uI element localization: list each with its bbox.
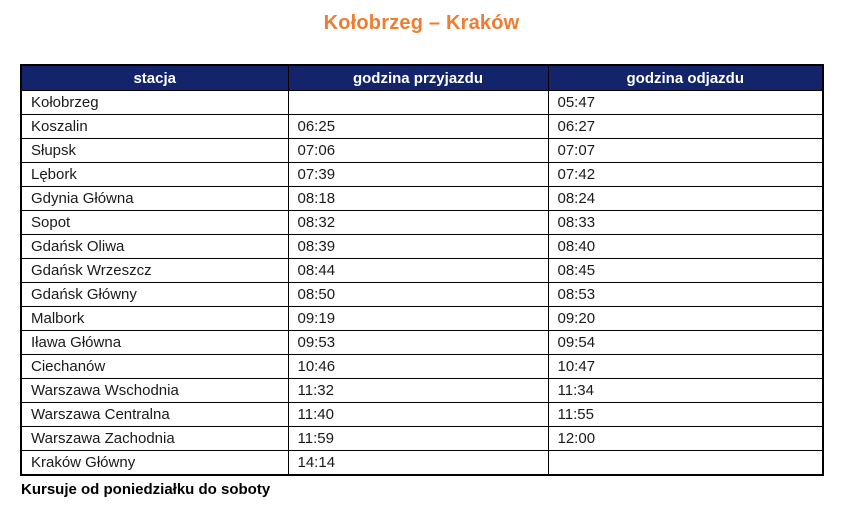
station-cell: Ciechanów xyxy=(21,355,288,379)
station-cell: Koszalin xyxy=(21,115,288,139)
departure-cell: 11:34 xyxy=(548,379,823,403)
station-cell: Warszawa Zachodnia xyxy=(21,427,288,451)
table-row xyxy=(21,91,823,115)
arrival-cell: 08:50 xyxy=(288,283,548,307)
departure-cell: 11:55 xyxy=(548,403,823,427)
station-cell: Sopot xyxy=(21,211,288,235)
departure-cell: 06:27 xyxy=(548,115,823,139)
departure-cell: 08:45 xyxy=(548,259,823,283)
table-row xyxy=(21,331,823,355)
table-row xyxy=(21,163,823,187)
arrival-cell: 11:59 xyxy=(288,427,548,451)
departure-cell: 08:53 xyxy=(548,283,823,307)
arrival-cell: 08:44 xyxy=(288,259,548,283)
station-cell: Gdańsk Oliwa xyxy=(21,235,288,259)
arrival-cell: 06:25 xyxy=(288,115,548,139)
table-row xyxy=(21,139,823,163)
table-row xyxy=(21,115,823,139)
table-row xyxy=(21,211,823,235)
station-cell: Warszawa Centralna xyxy=(21,403,288,427)
arrival-cell: 11:32 xyxy=(288,379,548,403)
arrival-cell: 10:46 xyxy=(288,355,548,379)
table-row xyxy=(21,235,823,259)
page-title: Kołobrzeg – Kraków xyxy=(323,12,520,34)
departure-cell: 07:07 xyxy=(548,139,823,163)
header-row xyxy=(21,65,823,91)
table-row xyxy=(21,307,823,331)
departure-cell: 08:24 xyxy=(548,187,823,211)
table-row xyxy=(21,187,823,211)
arrival-cell: 08:18 xyxy=(288,187,548,211)
station-cell: Kraków Główny xyxy=(21,451,288,476)
timetable-body xyxy=(21,91,823,476)
departure-cell xyxy=(548,451,823,476)
timetable-header xyxy=(21,65,823,91)
arrival-cell: 11:40 xyxy=(288,403,548,427)
station-cell: Gdynia Główna xyxy=(21,187,288,211)
arrival-cell xyxy=(288,91,548,115)
station-cell: Gdańsk Wrzeszcz xyxy=(21,259,288,283)
station-cell: Iława Główna xyxy=(21,331,288,355)
table-row xyxy=(21,403,823,427)
table-row xyxy=(21,259,823,283)
arrival-cell: 07:06 xyxy=(288,139,548,163)
table-row xyxy=(21,427,823,451)
departure-cell: 09:54 xyxy=(548,331,823,355)
station-cell: Kołobrzeg xyxy=(21,91,288,115)
departure-cell: 08:40 xyxy=(548,235,823,259)
departure-cell: 07:42 xyxy=(548,163,823,187)
station-cell: Słupsk xyxy=(21,139,288,163)
station-cell: Lębork xyxy=(21,163,288,187)
departure-cell: 08:33 xyxy=(548,211,823,235)
table-row xyxy=(21,355,823,379)
header-arrival: godzina przyjazdu xyxy=(288,65,548,91)
departure-cell: 12:00 xyxy=(548,427,823,451)
header-station: stacja xyxy=(21,65,288,91)
arrival-cell: 09:53 xyxy=(288,331,548,355)
arrival-cell: 09:19 xyxy=(288,307,548,331)
departure-cell: 09:20 xyxy=(548,307,823,331)
table-row xyxy=(21,451,823,476)
station-cell: Malbork xyxy=(21,307,288,331)
arrival-cell: 07:39 xyxy=(288,163,548,187)
timetable-table xyxy=(20,64,824,476)
arrival-cell: 08:32 xyxy=(288,211,548,235)
departure-cell: 05:47 xyxy=(548,91,823,115)
header-departure: godzina odjazdu xyxy=(548,65,823,91)
station-cell: Gdańsk Główny xyxy=(21,283,288,307)
service-days-note: Kursuje od poniedziałku do soboty xyxy=(21,481,271,498)
station-cell: Warszawa Wschodnia xyxy=(21,379,288,403)
table-row xyxy=(21,379,823,403)
departure-cell: 10:47 xyxy=(548,355,823,379)
table-row xyxy=(21,283,823,307)
arrival-cell: 08:39 xyxy=(288,235,548,259)
arrival-cell: 14:14 xyxy=(288,451,548,476)
